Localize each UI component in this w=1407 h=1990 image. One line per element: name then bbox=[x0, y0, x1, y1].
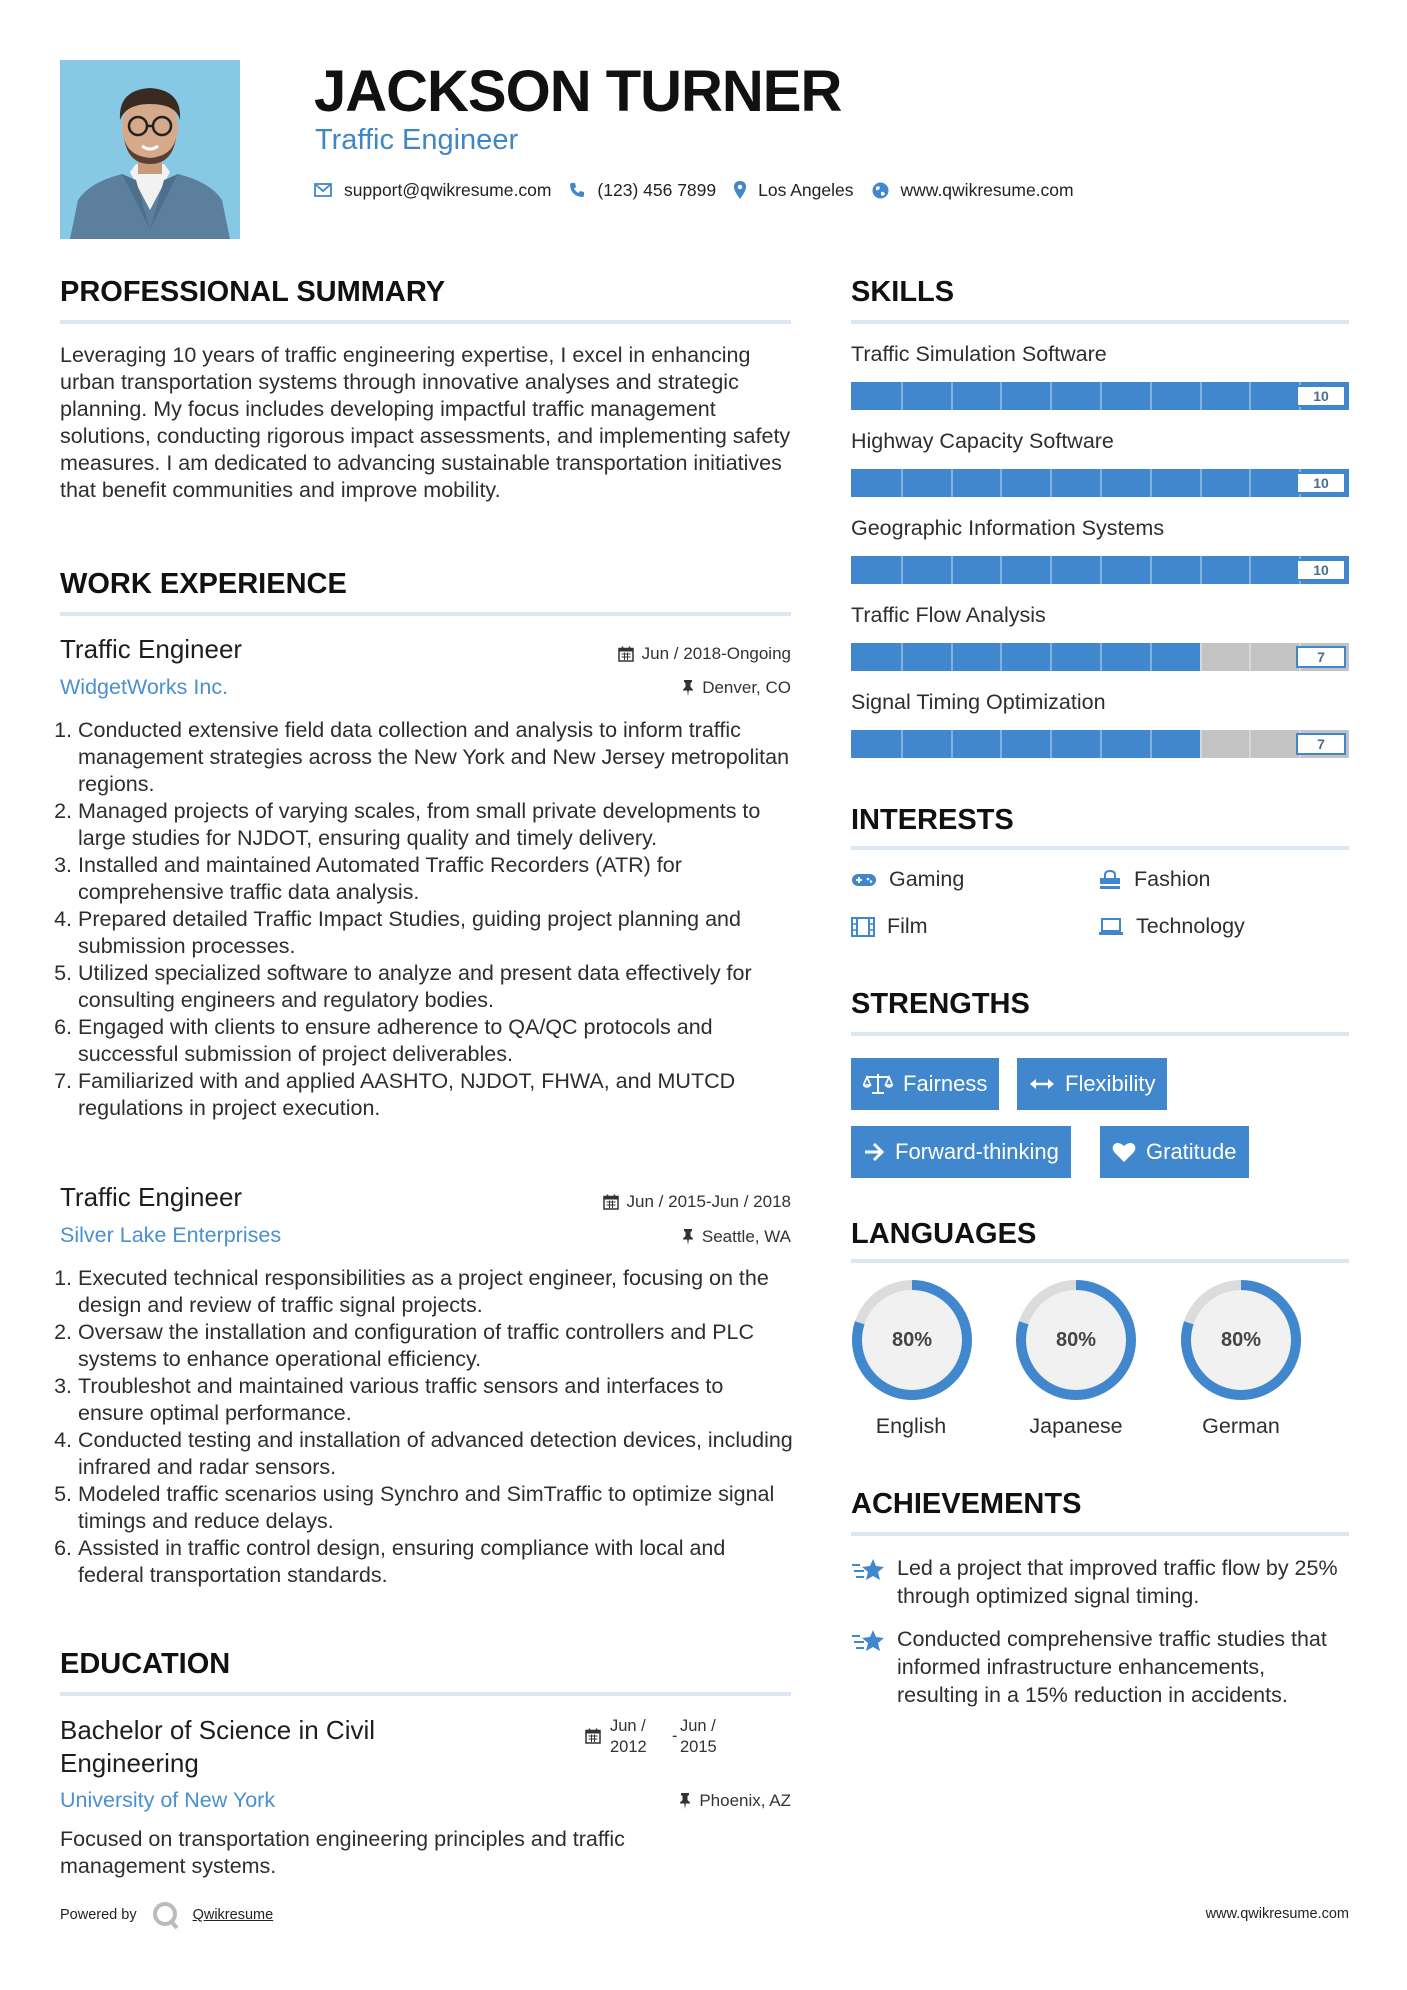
contact-bar bbox=[314, 178, 1092, 202]
strengths-divider bbox=[851, 1032, 1349, 1036]
interest-label: Fashion bbox=[1134, 867, 1211, 891]
interest-fashion bbox=[1098, 867, 1211, 892]
skill-bar-segment-divider bbox=[1150, 469, 1152, 497]
skill-bar-segment-divider bbox=[1050, 556, 1052, 584]
list-item: 6. Assisted in traffic control design, ensuring compliance with local and federal transportation standards. bbox=[78, 1535, 795, 1589]
strength-badge-forward-thinking bbox=[851, 1126, 1071, 1178]
skill-bar-segment-divider bbox=[1100, 469, 1102, 497]
skill-bar bbox=[851, 556, 1349, 584]
skill-bar-segment-divider bbox=[1200, 643, 1202, 671]
education-location bbox=[679, 1791, 791, 1811]
interest-film bbox=[851, 914, 928, 939]
skill-level: 10 bbox=[1296, 385, 1346, 407]
summary-heading: PROFESSIONAL SUMMARY bbox=[60, 276, 446, 308]
achievement-text: Conducted comprehensive traffic studies that informed infrastructure enhancements, resulting in a 15% reduction in accidents. bbox=[897, 1627, 1327, 1707]
skill-bar-segment-divider bbox=[951, 382, 953, 410]
contact-email[interactable] bbox=[314, 180, 551, 201]
skill-bar-segment-divider bbox=[1150, 643, 1152, 671]
shooting-star-icon bbox=[851, 1627, 885, 1655]
strengths-heading: STRENGTHS bbox=[851, 988, 1030, 1020]
education-school[interactable]: University of New York bbox=[60, 1788, 276, 1812]
language-gauge bbox=[1179, 1278, 1303, 1402]
language-gauge bbox=[850, 1278, 974, 1402]
map-marker-icon bbox=[734, 181, 746, 199]
list-item: 4. Conducted testing and installation of advanced detection devices, including infrared and radar sensors. bbox=[78, 1427, 795, 1481]
education-start bbox=[610, 1716, 662, 1758]
heart-icon bbox=[1112, 1141, 1136, 1163]
job-1-company[interactable]: WidgetWorks Inc. bbox=[60, 675, 229, 699]
shooting-star-icon bbox=[851, 1556, 885, 1584]
skill-level: 10 bbox=[1296, 472, 1346, 494]
job-2-duties bbox=[60, 1265, 795, 1589]
skill-bar-segment-divider bbox=[1100, 382, 1102, 410]
job-1-dates bbox=[618, 644, 791, 664]
work-divider bbox=[60, 612, 791, 616]
skill-bar-segment-divider bbox=[1249, 382, 1251, 410]
skill-bar-segment-divider bbox=[1249, 556, 1251, 584]
list-item: 5. Utilized specialized software to analyze and present data effectively for consulting engineers and regulatory bodies. bbox=[78, 960, 795, 1014]
skill-bar-segment-divider bbox=[1050, 382, 1052, 410]
language-ring bbox=[1014, 1278, 1138, 1402]
skill-bar-segment-divider bbox=[1249, 469, 1251, 497]
job-2-dates bbox=[603, 1192, 791, 1212]
language-ring bbox=[1179, 1278, 1303, 1402]
interests-divider bbox=[851, 846, 1349, 850]
skill-bar-segment-divider bbox=[951, 556, 953, 584]
skill-bar-fill bbox=[851, 643, 1200, 671]
interests-heading: INTERESTS bbox=[851, 804, 1014, 836]
calendar-icon bbox=[618, 646, 634, 662]
skill-bar-segment-divider bbox=[1100, 730, 1102, 758]
work-heading: WORK EXPERIENCE bbox=[60, 568, 347, 600]
skill-label: Traffic Flow Analysis bbox=[851, 603, 1046, 627]
achievement-item bbox=[851, 1625, 1351, 1709]
powered-by-text: Powered by bbox=[60, 1907, 137, 1923]
language-name: English bbox=[875, 1414, 947, 1438]
list-item: 5. Modeled traffic scenarios using Synchro and SimTraffic to optimize signal timings and reduce delays. bbox=[78, 1481, 795, 1535]
film-icon bbox=[851, 917, 875, 937]
laptop-icon bbox=[1098, 918, 1124, 936]
shopping-bag-icon bbox=[1098, 870, 1122, 890]
skill-bar-segment-divider bbox=[901, 556, 903, 584]
candidate-title: Traffic Engineer bbox=[315, 124, 519, 156]
language-name: German bbox=[1202, 1414, 1280, 1438]
skill-bar bbox=[851, 382, 1349, 410]
job-2-location-text: Seattle, WA bbox=[701, 1227, 791, 1246]
strength-label: Fairness bbox=[903, 1071, 988, 1096]
interest-technology bbox=[1098, 914, 1245, 939]
job-1-location bbox=[682, 678, 791, 698]
skill-bar-segment-divider bbox=[1100, 556, 1102, 584]
list-item: 6. Engaged with clients to ensure adherence to QA/QC protocols and successful submission of project deliverables. bbox=[78, 1014, 795, 1068]
languages-heading: LANGUAGES bbox=[851, 1218, 1037, 1250]
skill-level: 7 bbox=[1296, 646, 1346, 668]
strength-label: Flexibility bbox=[1065, 1071, 1156, 1096]
skill-bar-segment-divider bbox=[1249, 643, 1251, 671]
skill-bar-segment-divider bbox=[1100, 643, 1102, 671]
list-item: 2. Managed projects of varying scales, from small private developments to large studies for NJDOT, ensuring quality and timely delivery. bbox=[78, 798, 795, 852]
list-item: 7. Familiarized with and applied AASHTO, NJDOT, FHWA, and MUTCD regulations in project execution. bbox=[78, 1068, 795, 1122]
skill-bar-segment-divider bbox=[1150, 556, 1152, 584]
skill-label: Traffic Simulation Software bbox=[851, 342, 1107, 366]
pushpin-icon bbox=[682, 1229, 694, 1245]
education-start-year: 2012 bbox=[610, 1738, 647, 1756]
interest-label: Technology bbox=[1136, 914, 1245, 938]
job-1-duties bbox=[60, 717, 795, 1122]
email-text: support@qwikresume.com bbox=[344, 179, 552, 200]
location-text: Los Angeles bbox=[758, 179, 854, 200]
calendar-icon bbox=[603, 1194, 619, 1210]
skill-bar-segment-divider bbox=[1150, 730, 1152, 758]
qwikresume-logo-icon bbox=[151, 1900, 181, 1930]
skill-bar-segment-divider bbox=[1000, 469, 1002, 497]
strength-label: Forward-thinking bbox=[895, 1139, 1059, 1164]
job-2-dates-text: Jun / 2015-Jun / 2018 bbox=[626, 1192, 791, 1211]
footer-url[interactable]: www.qwikresume.com bbox=[1205, 1906, 1349, 1922]
summary-divider bbox=[60, 320, 791, 324]
balance-scale-icon bbox=[863, 1073, 893, 1095]
skill-bar-segment-divider bbox=[1200, 469, 1202, 497]
skill-bar-segment-divider bbox=[1000, 556, 1002, 584]
contact-phone[interactable] bbox=[569, 180, 716, 201]
list-item: 4. Prepared detailed Traffic Impact Studies, guiding project planning and submission processes. bbox=[78, 906, 795, 960]
degree-line-2: Engineering bbox=[60, 1748, 199, 1778]
degree-line-1: Bachelor of Science in Civil bbox=[60, 1715, 376, 1745]
skill-label: Geographic Information Systems bbox=[851, 516, 1165, 540]
profile-photo bbox=[60, 60, 240, 239]
job-1-dates-text: Jun / 2018-Ongoing bbox=[641, 644, 791, 663]
skill-bar bbox=[851, 643, 1349, 671]
skill-bar-segment-divider bbox=[1150, 382, 1152, 410]
skill-bar-segment-divider bbox=[1200, 730, 1202, 758]
list-item: 3. Installed and maintained Automated Traffic Recorders (ATR) for comprehensive traffic data analysis. bbox=[78, 852, 795, 906]
gamepad-icon bbox=[851, 872, 877, 888]
achievements-divider bbox=[851, 1532, 1349, 1536]
skill-bar-segment-divider bbox=[901, 643, 903, 671]
skill-bar-segment-divider bbox=[901, 730, 903, 758]
envelope-icon bbox=[314, 183, 332, 197]
education-description: Focused on transportation engineering principles and traffic management systems. bbox=[60, 1827, 625, 1878]
strength-badge-flexibility bbox=[1017, 1058, 1167, 1110]
skill-bar-segment-divider bbox=[1249, 730, 1251, 758]
summary-text: Leveraging 10 years of traffic engineering expertise, I excel in enhancing urban transportation systems through innovative analyses and strategic planning. My focus includes developing impactful traffic management solutions, conducting rigorous impact assessments, and implementing safety measures. I am dedicated to advancing sustainable transportation initiatives that benefit communities and improve mobility. bbox=[60, 343, 791, 502]
list-item: 3. Troubleshot and maintained various traffic sensors and interfaces to ensure optimal performance. bbox=[78, 1373, 795, 1427]
skill-level: 10 bbox=[1296, 559, 1346, 581]
interest-label: Film bbox=[887, 914, 928, 938]
pushpin-icon bbox=[682, 680, 694, 696]
job-1-role: Traffic Engineer bbox=[60, 634, 243, 664]
job-2-company[interactable]: Silver Lake Enterprises bbox=[60, 1223, 282, 1247]
phone-text: (123) 456 7899 bbox=[597, 179, 717, 200]
skill-bar-segment-divider bbox=[1200, 382, 1202, 410]
skill-label: Signal Timing Optimization bbox=[851, 690, 1106, 714]
language-percent: 80% bbox=[1055, 1329, 1097, 1351]
list-item: 1. Executed technical responsibilities as a project engineer, focusing on the design and review of traffic signal projects. bbox=[78, 1265, 795, 1319]
skill-bar-segment-divider bbox=[1050, 643, 1052, 671]
job-1-location-text: Denver, CO bbox=[702, 678, 791, 697]
skills-divider bbox=[851, 320, 1349, 324]
skill-bar-segment-divider bbox=[1000, 730, 1002, 758]
strength-label: Gratitude bbox=[1146, 1139, 1237, 1164]
job-2-role: Traffic Engineer bbox=[60, 1182, 243, 1212]
contact-location bbox=[734, 180, 853, 201]
skill-label: Highway Capacity Software bbox=[851, 429, 1114, 453]
strength-badge-gratitude bbox=[1100, 1126, 1249, 1178]
arrows-horizontal-icon bbox=[1029, 1077, 1055, 1091]
footer-powered-by bbox=[60, 1900, 273, 1930]
language-percent: 80% bbox=[891, 1329, 933, 1351]
skill-bar bbox=[851, 730, 1349, 758]
skill-bar-segment-divider bbox=[951, 643, 953, 671]
person-portrait-icon bbox=[60, 60, 240, 239]
skill-bar-segment-divider bbox=[1200, 556, 1202, 584]
skill-bar-fill bbox=[851, 730, 1200, 758]
interest-label: Gaming bbox=[889, 867, 965, 891]
arrow-right-icon bbox=[863, 1142, 885, 1162]
education-end bbox=[680, 1716, 717, 1758]
skill-bar-segment-divider bbox=[901, 382, 903, 410]
language-ring bbox=[850, 1278, 974, 1402]
education-end-year: 2015 bbox=[680, 1738, 717, 1756]
globe-icon bbox=[872, 182, 889, 199]
strength-badge-fairness bbox=[851, 1058, 999, 1110]
website-text: www.qwikresume.com bbox=[900, 179, 1074, 200]
languages-divider bbox=[851, 1259, 1349, 1263]
education-date-separator: - bbox=[672, 1727, 678, 1745]
language-gauge bbox=[1014, 1278, 1138, 1402]
education-heading: EDUCATION bbox=[60, 1648, 231, 1680]
education-degree bbox=[60, 1714, 375, 1780]
skill-bar-segment-divider bbox=[1050, 469, 1052, 497]
skill-bar-segment-divider bbox=[1000, 643, 1002, 671]
pushpin-icon bbox=[679, 1793, 691, 1809]
interest-gaming bbox=[851, 867, 964, 892]
contact-website[interactable] bbox=[872, 180, 1074, 201]
candidate-name: JACKSON TURNER bbox=[314, 59, 842, 124]
phone-icon bbox=[569, 182, 585, 198]
language-name: Japanese bbox=[1029, 1414, 1123, 1438]
skill-bar bbox=[851, 469, 1349, 497]
skill-bar-segment-divider bbox=[1050, 730, 1052, 758]
education-end-month: Jun / bbox=[680, 1717, 716, 1735]
footer-brand-link[interactable]: Qwikresume bbox=[192, 1907, 274, 1923]
education-divider bbox=[60, 1692, 791, 1696]
job-2-location bbox=[682, 1227, 791, 1247]
education-start-month: Jun / bbox=[610, 1717, 646, 1735]
list-item: 2. Oversaw the installation and configuration of traffic controllers and PLC systems to enhance operational efficiency. bbox=[78, 1319, 795, 1373]
education-location-text: Phoenix, AZ bbox=[699, 1791, 791, 1810]
skill-bar-segment-divider bbox=[951, 469, 953, 497]
skill-level: 7 bbox=[1296, 733, 1346, 755]
language-percent: 80% bbox=[1220, 1329, 1262, 1351]
calendar-icon bbox=[585, 1728, 601, 1744]
achievement-text: Led a project that improved traffic flow by 25% through optimized signal timing. bbox=[897, 1556, 1338, 1608]
achievements-heading: ACHIEVEMENTS bbox=[851, 1488, 1082, 1520]
skills-heading: SKILLS bbox=[851, 276, 955, 308]
skill-bar-segment-divider bbox=[1000, 382, 1002, 410]
achievement-item bbox=[851, 1554, 1351, 1610]
skill-bar-segment-divider bbox=[951, 730, 953, 758]
list-item: 1. Conducted extensive field data collection and analysis to inform traffic management strategies across the New York and New Jersey metropolitan regions. bbox=[78, 717, 795, 798]
education-dates bbox=[585, 1716, 717, 1758]
skill-bar-segment-divider bbox=[901, 469, 903, 497]
